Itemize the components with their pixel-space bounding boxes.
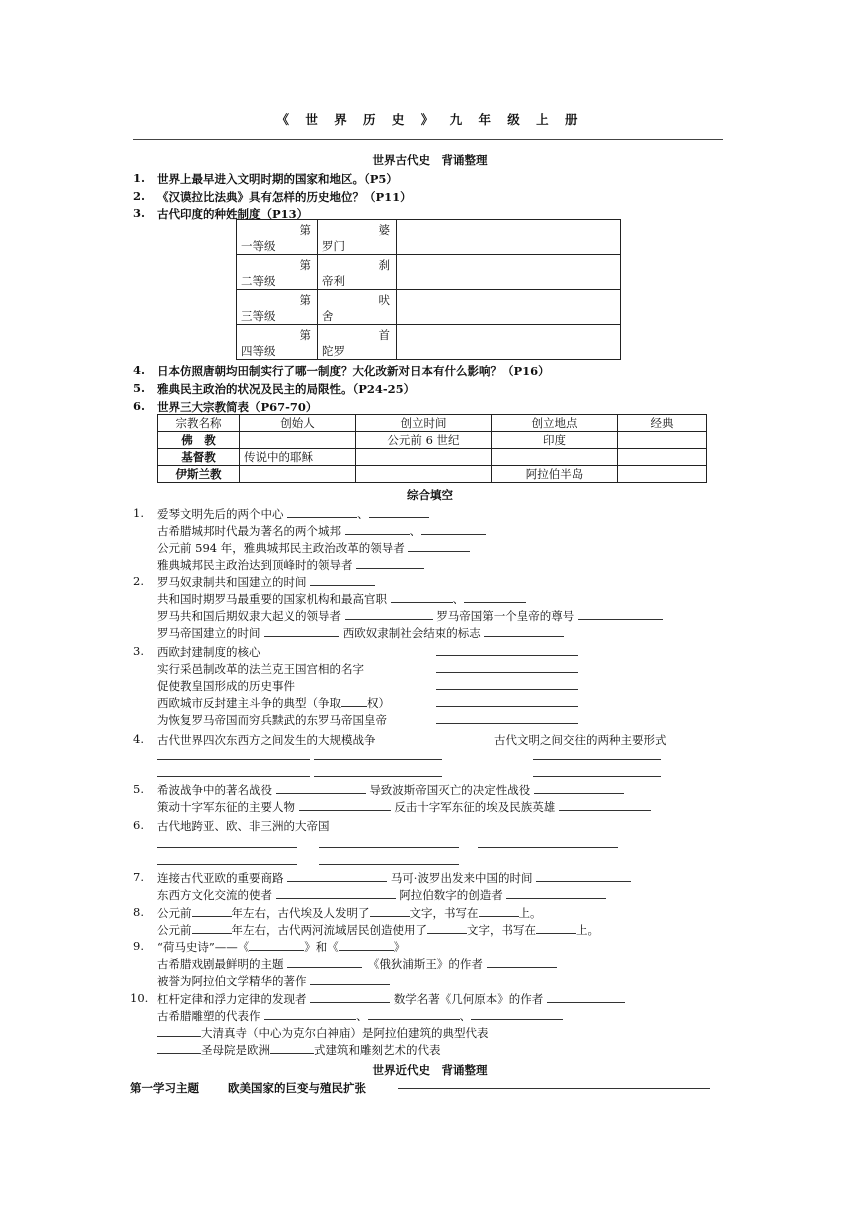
item-number: 2. — [133, 574, 144, 588]
table-cell: 阿拉伯半岛 — [492, 466, 618, 483]
answer-blank — [436, 695, 578, 710]
document-title: 《 世 界 历 史 》 九 年 级 上 册 — [276, 112, 584, 127]
table-cell — [618, 432, 707, 449]
q5-text: 雅典民主政治的状况及民主的局限性。（P24-25） — [157, 382, 416, 396]
fill-item: 罗马奴隶制共和国建立的时间 — [157, 574, 375, 590]
table-row — [158, 432, 707, 449]
caste-rank-cell: 第 二等级 — [237, 255, 318, 290]
theme-label: 第一学习主题 — [130, 1081, 199, 1095]
caste-name-cell: 婆 罗门 — [318, 220, 397, 255]
fill-item: 连接古代亚欧的重要商路 马可·波罗出发来中国的时间 — [157, 870, 631, 886]
caste-table — [236, 219, 621, 360]
fill-item: 爱琴文明先后的两个中心 、 — [157, 506, 429, 522]
fill-item: 雅典城邦民主政治达到顶峰时的领导者 — [157, 557, 424, 573]
fill-item: 古代文明之间交往的两种主要形式 — [494, 733, 667, 747]
column-header: 创始人 — [240, 415, 356, 432]
caste-blank-cell — [397, 290, 621, 325]
fill-item: 公元前 594 年，雅典城邦民主政治改革的领导者 — [157, 540, 470, 556]
column-header: 宗教名称 — [158, 415, 240, 432]
table-cell: 佛 教 — [158, 432, 240, 449]
item-number: 8. — [133, 905, 144, 919]
fill-item: 实行采邑制改革的法兰克王国宫相的名字 — [157, 662, 364, 676]
caste-blank-cell — [397, 220, 621, 255]
answer-blank — [157, 853, 297, 868]
fill-item: 共和国时期罗马最重要的国家机构和最高官职 、 — [157, 591, 526, 607]
table-cell — [618, 466, 707, 483]
caste-row — [237, 325, 621, 360]
fill-item: 公元前 年左右，古代埃及人发明了 文字，书写在 上。 — [157, 906, 542, 920]
item-number: 7. — [133, 870, 144, 884]
fill-heading: 综合填空 — [407, 488, 453, 502]
q5-number: 5. — [133, 381, 146, 395]
fill-item: 古代地跨亚、欧、非三洲的大帝国 — [157, 819, 330, 833]
fill-item: 西欧城市反封建主斗争的典型（争取 权） — [157, 696, 390, 710]
table-cell: 伊斯兰教 — [158, 466, 240, 483]
fill-item: 大清真寺（中心为克尔白神庙）是阿拉伯建筑的典型代表 — [157, 1025, 489, 1041]
fill-item: 公元前 年左右，古代两河流域居民创造使用了 文字，书写在 上。 — [157, 923, 599, 937]
answer-blank — [436, 678, 578, 693]
caste-row — [237, 255, 621, 290]
column-header: 经典 — [618, 415, 707, 432]
title-divider — [133, 139, 723, 140]
fill-item: 古希腊戏剧最鲜明的主题 《俄狄浦斯王》的作者 — [157, 956, 557, 972]
table-cell — [492, 449, 618, 466]
item-number: 1. — [133, 506, 144, 520]
caste-blank-cell — [397, 325, 621, 360]
item-number: 3. — [133, 644, 144, 658]
table-cell — [618, 449, 707, 466]
item-number: 10. — [130, 991, 149, 1005]
answer-blank — [436, 644, 578, 659]
fill-item: 杠杆定律和浮力定律的发现者 数学名著《几何原本》的作者 — [157, 991, 625, 1007]
caste-row — [237, 220, 621, 255]
fill-item: 古代世界四次东西方之间发生的大规模战争 — [157, 733, 376, 747]
fill-item: 古希腊雕塑的代表作 、 、 — [157, 1008, 563, 1024]
q6-number: 6. — [133, 399, 146, 413]
religion-table — [157, 414, 707, 483]
item-number: 9. — [133, 939, 144, 953]
q2-text: 《汉谟拉比法典》具有怎样的历史地位？（P11） — [157, 190, 412, 204]
caste-row — [237, 290, 621, 325]
answer-blank — [436, 712, 578, 727]
table-row — [158, 466, 707, 483]
q3-number: 3. — [133, 206, 146, 220]
column-header: 创立时间 — [356, 415, 492, 432]
fill-item: 罗马帝国建立的时间 西欧奴隶制社会结束的标志 — [157, 625, 564, 641]
fill-item: “荷马史诗”——《 》和《 》 — [157, 940, 406, 954]
q4-text: 日本仿照唐朝均田制实行了哪一制度？大化改新对日本有什么影响？（P16） — [157, 364, 550, 378]
item-number: 5. — [133, 782, 144, 796]
fill-item: 为恢复罗马帝国而穷兵黩武的东罗马帝国皇帝 — [157, 713, 387, 727]
table-header-row — [158, 415, 707, 432]
q1-number: 1. — [133, 171, 146, 185]
caste-blank-cell — [397, 255, 621, 290]
fill-item: 罗马共和国后期奴隶大起义的领导者 罗马帝国第一个皇帝的尊号 — [157, 608, 663, 624]
item-number: 6. — [133, 818, 144, 832]
fill-item: 东西方文化交流的使者 阿拉伯数字的创造者 — [157, 887, 606, 903]
fill-item: 促使教皇国形成的历史事件 — [157, 679, 295, 693]
answer-blank — [478, 836, 618, 851]
table-cell: 基督教 — [158, 449, 240, 466]
caste-rank-cell: 第 一等级 — [237, 220, 318, 255]
table-cell — [240, 466, 356, 483]
fill-item: 希波战争中的著名战役 导致波斯帝国灭亡的决定性战役 — [157, 782, 624, 798]
caste-name-cell: 吠 舍 — [318, 290, 397, 325]
caste-rank-cell: 第 三等级 — [237, 290, 318, 325]
fill-item: 古希腊城邦时代最为著名的两个城邦 、 — [157, 523, 486, 539]
item-number: 4. — [133, 732, 144, 746]
theme-rule — [398, 1088, 710, 1089]
answer-blank — [157, 836, 297, 851]
caste-name-cell: 刹 帝利 — [318, 255, 397, 290]
table-cell: 印度 — [492, 432, 618, 449]
column-header: 创立地点 — [492, 415, 618, 432]
q2-number: 2. — [133, 189, 146, 203]
table-cell — [356, 449, 492, 466]
table-row — [158, 449, 707, 466]
q3-text: 古代印度的种姓制度（P13） — [157, 207, 309, 221]
fill-item: 圣母院是欧洲 式建筑和雕刻艺术的代表 — [157, 1042, 441, 1058]
table-cell — [356, 466, 492, 483]
theme-title: 欧美国家的巨变与殖民扩张 — [228, 1081, 366, 1095]
table-cell: 传说中的耶稣 — [240, 449, 356, 466]
modern-heading: 世界近代史 背诵整理 — [372, 1063, 488, 1077]
answer-blank — [533, 748, 661, 763]
answer-blank — [436, 661, 578, 676]
fill-item: 被誉为阿拉伯文学精华的著作 — [157, 973, 390, 989]
caste-rank-cell: 第 四等级 — [237, 325, 318, 360]
table-cell: 公元前 6 世纪 — [356, 432, 492, 449]
answer-blank — [319, 836, 459, 851]
table-cell — [240, 432, 356, 449]
caste-name-cell: 首 陀罗 — [318, 325, 397, 360]
answer-blank — [319, 853, 459, 868]
q6-text: 世界三大宗教简表（P67-70） — [157, 400, 318, 414]
answer-blank — [157, 765, 442, 780]
answer-blank — [533, 765, 661, 780]
fill-item: 策动十字军东征的主要人物 反击十字军东征的埃及民族英雄 — [157, 799, 651, 815]
q4-number: 4. — [133, 363, 146, 377]
ancient-heading: 世界古代史 背诵整理 — [372, 153, 488, 167]
answer-blank — [157, 748, 442, 763]
q1-text: 世界上最早进入文明时期的国家和地区。（P5） — [157, 172, 398, 186]
fill-item: 西欧封建制度的核心 — [157, 645, 261, 659]
